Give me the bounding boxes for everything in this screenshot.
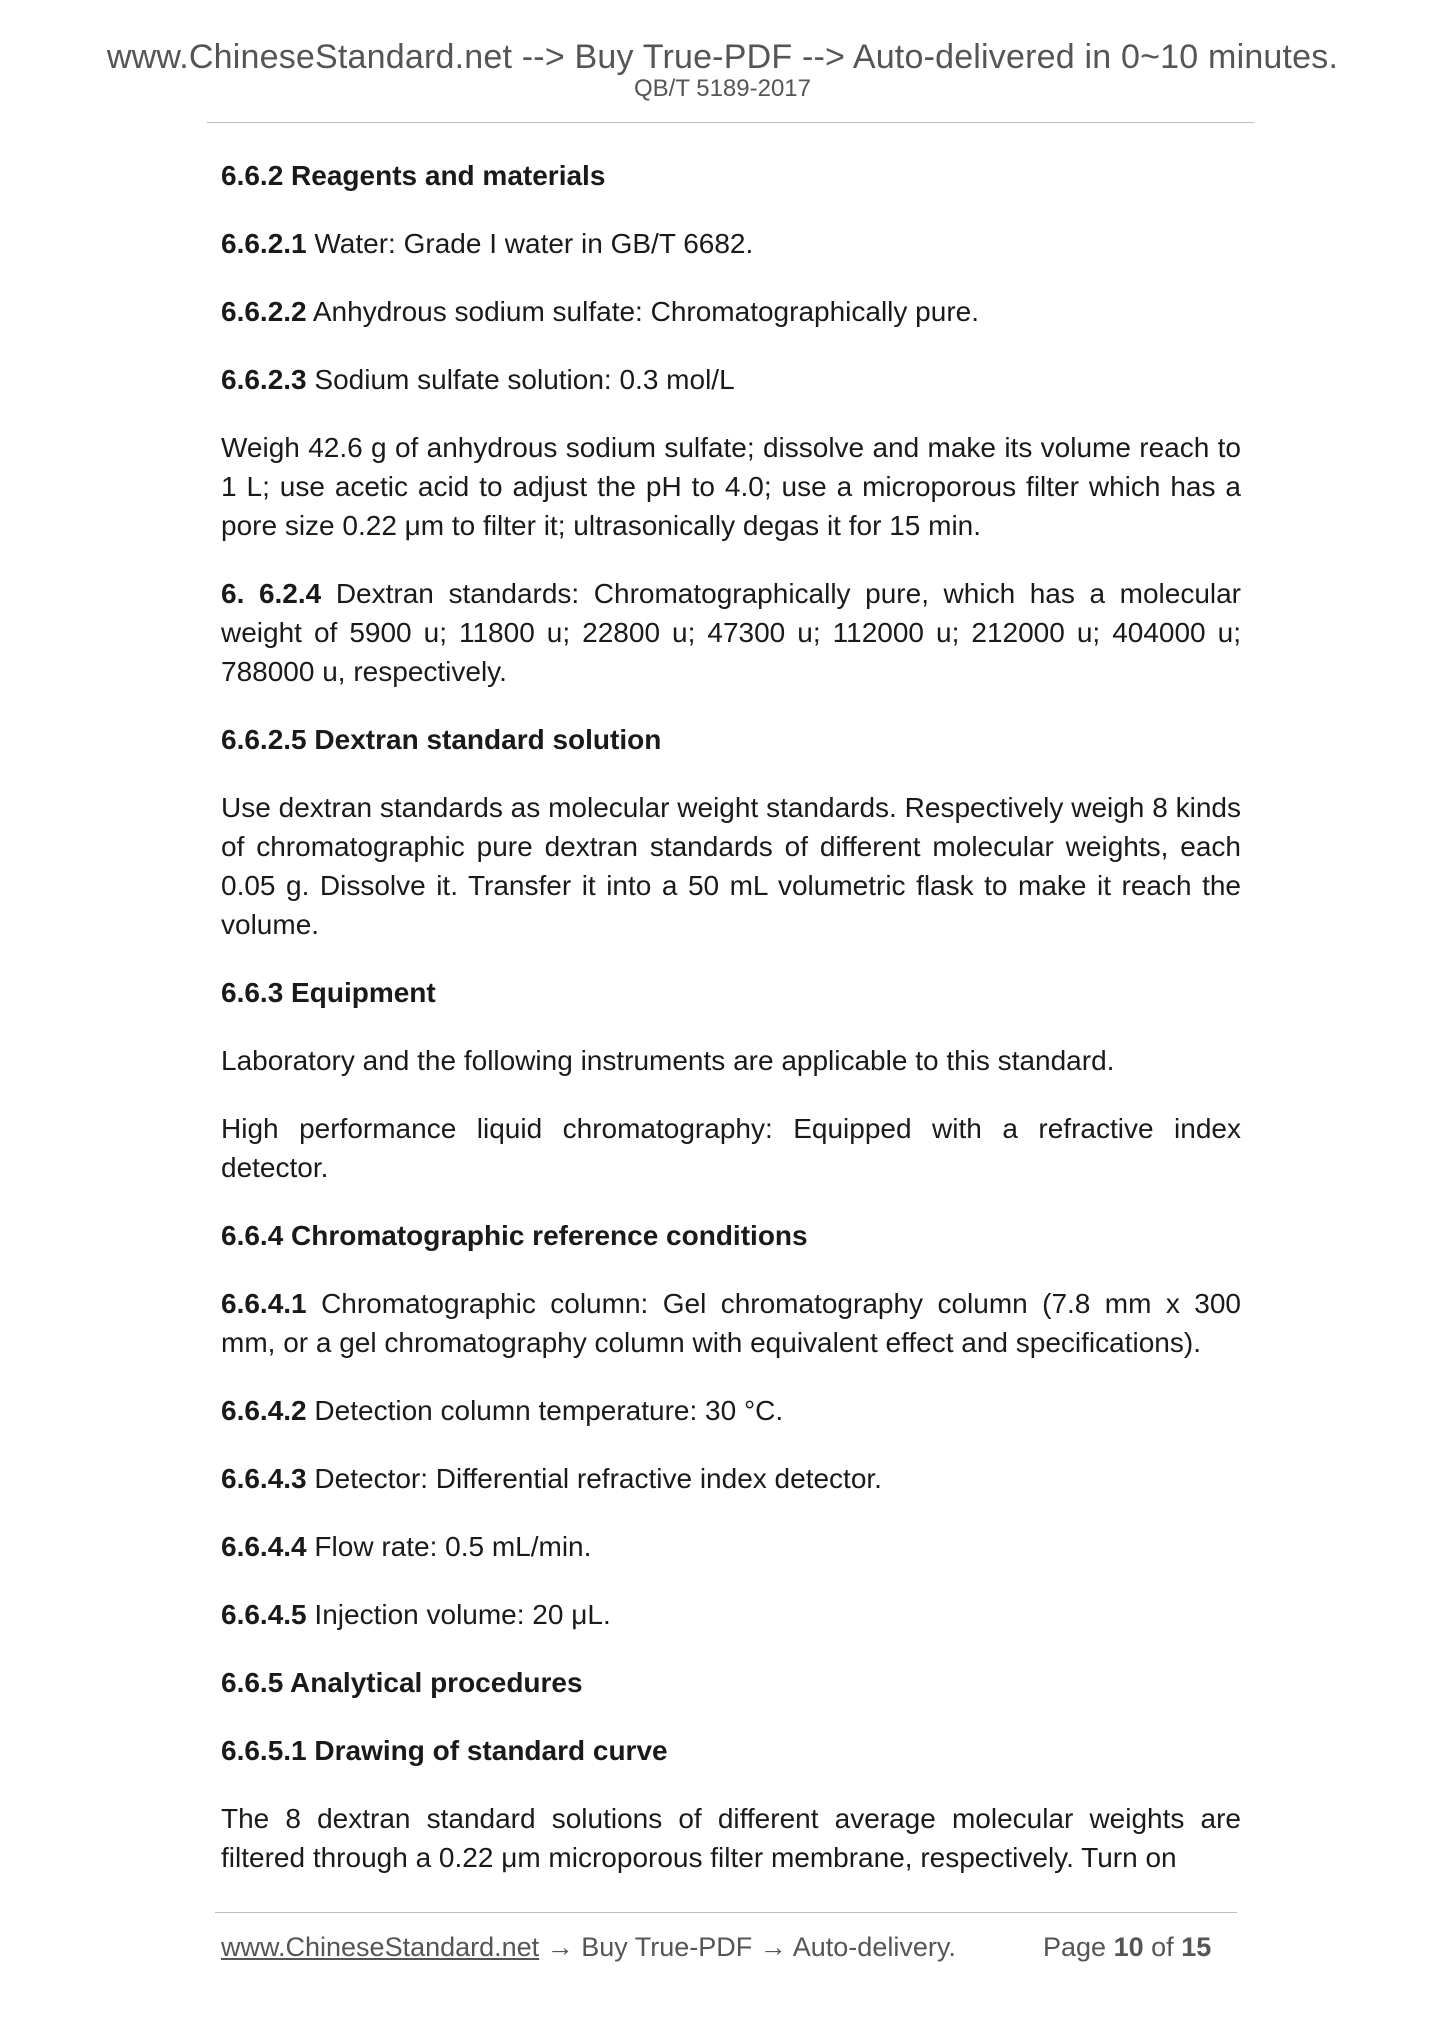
clause-text: Chromatographic column: Gel chromatography column (7.8 mm x 300 mm, or a gel chromatography column with equivalent effect and specifications).: [221, 1288, 1241, 1358]
paragraph-equipment-2: High performance liquid chromatography: Equipped with a refractive index detector.: [221, 1113, 1241, 1183]
footer-buy-text: Buy True-PDF: [581, 1932, 753, 1962]
clause-6-6-2-4: [221, 574, 1241, 691]
page-number: [1043, 1932, 1211, 1963]
clause-text: Sodium sulfate solution: 0.3 mol/L: [314, 364, 735, 395]
clause-6-6-2-2: [221, 292, 1241, 331]
page-total: 15: [1181, 1932, 1212, 1962]
clause-text: Flow rate: 0.5 mL/min.: [314, 1531, 592, 1562]
footer-links: [221, 1932, 956, 1963]
header-divider: [207, 122, 1254, 123]
clause-number: 6. 6.2.4: [221, 578, 322, 609]
clause-6-6-4-1: [221, 1284, 1241, 1362]
clause-6-6-4-3: [221, 1459, 1241, 1498]
clause-number: 6.6.4.4: [221, 1531, 307, 1562]
paragraph-equipment-1: Laboratory and the following instruments are applicable to this standard.: [221, 1045, 1115, 1076]
footer-site-link[interactable]: www.ChineseStandard.net: [221, 1932, 540, 1962]
clause-text: Injection volume: 20 μL.: [314, 1599, 611, 1630]
section-heading-6-6-5: 6.6.5 Analytical procedures: [221, 1667, 583, 1698]
clause-text: Detector: Differential refractive index detector.: [314, 1463, 882, 1494]
page-of-label: of: [1151, 1932, 1174, 1962]
section-heading-6-6-3: 6.6.3 Equipment: [221, 977, 436, 1008]
paragraph-dextran-solution: Use dextran standards as molecular weight standards. Respectively weigh 8 kinds of chromatographic pure dextran standards of different molecular weights, each 0.05 g. Dissolve it. Transfer it into a 50 mL volumetric flask to make it reach the volume.: [221, 792, 1241, 940]
section-heading-6-6-5-1: 6.6.5.1 Drawing of standard curve: [221, 1735, 668, 1766]
section-heading-6-6-2-5: 6.6.2.5 Dextran standard solution: [221, 724, 662, 755]
page-current: 10: [1113, 1932, 1144, 1962]
page-label: Page: [1043, 1932, 1107, 1962]
clause-6-6-4-4: [221, 1527, 1241, 1566]
clause-text: Detection column temperature: 30 °C.: [314, 1395, 784, 1426]
section-heading-6-6-4: 6.6.4 Chromatographic reference conditions: [221, 1220, 808, 1251]
section-heading-6-6-2: 6.6.2 Reagents and materials: [221, 160, 606, 191]
clause-number: 6.6.4.1: [221, 1288, 307, 1319]
clause-number: 6.6.2.3: [221, 364, 307, 395]
paragraph-sodium-sulfate: Weigh 42.6 g of anhydrous sodium sulfate; dissolve and make its volume reach to 1 L; use acetic acid to adjust the pH to 4.0; use a microporous filter which has a pore size 0.22 μm to filter it; ultrasonically degas it for 15 min.: [221, 432, 1241, 541]
footer-divider: [215, 1912, 1237, 1913]
clause-number: 6.6.2.2: [221, 296, 307, 327]
footer-auto-text: Auto-delivery.: [792, 1932, 956, 1962]
header-banner: www.ChineseStandard.net --> Buy True-PDF --> Auto-delivered in 0~10 minutes.: [106, 38, 1339, 76]
document-body: [221, 156, 1241, 1906]
clause-number: 6.6.4.3: [221, 1463, 307, 1494]
standard-code: QB/T 5189-2017: [633, 75, 811, 102]
clause-text: Dextran standards: Chromatographically pure, which has a molecular weight of 5900 u; 11800 u; 22800 u; 47300 u; 112000 u; 212000 u; 404000 u; 788000 u, respectively.: [221, 578, 1242, 687]
arrow-icon: →: [752, 1932, 793, 1962]
clause-number: 6.6.4.5: [221, 1599, 307, 1630]
clause-6-6-2-3: [221, 360, 1241, 399]
clause-6-6-4-5: [221, 1595, 1241, 1634]
clause-number: 6.6.2.1: [221, 228, 307, 259]
clause-number: 6.6.4.2: [221, 1395, 307, 1426]
arrow-icon: →: [539, 1932, 582, 1962]
clause-6-6-2-1: [221, 224, 1241, 263]
clause-6-6-4-2: [221, 1391, 1241, 1430]
clause-text: Water: Grade I water in GB/T 6682.: [314, 228, 754, 259]
paragraph-standard-curve: The 8 dextran standard solutions of different average molecular weights are filtered through a 0.22 μm microporous filter membrane, respectively. Turn on: [221, 1803, 1241, 1873]
clause-text: Anhydrous sodium sulfate: Chromatographically pure.: [312, 296, 979, 327]
